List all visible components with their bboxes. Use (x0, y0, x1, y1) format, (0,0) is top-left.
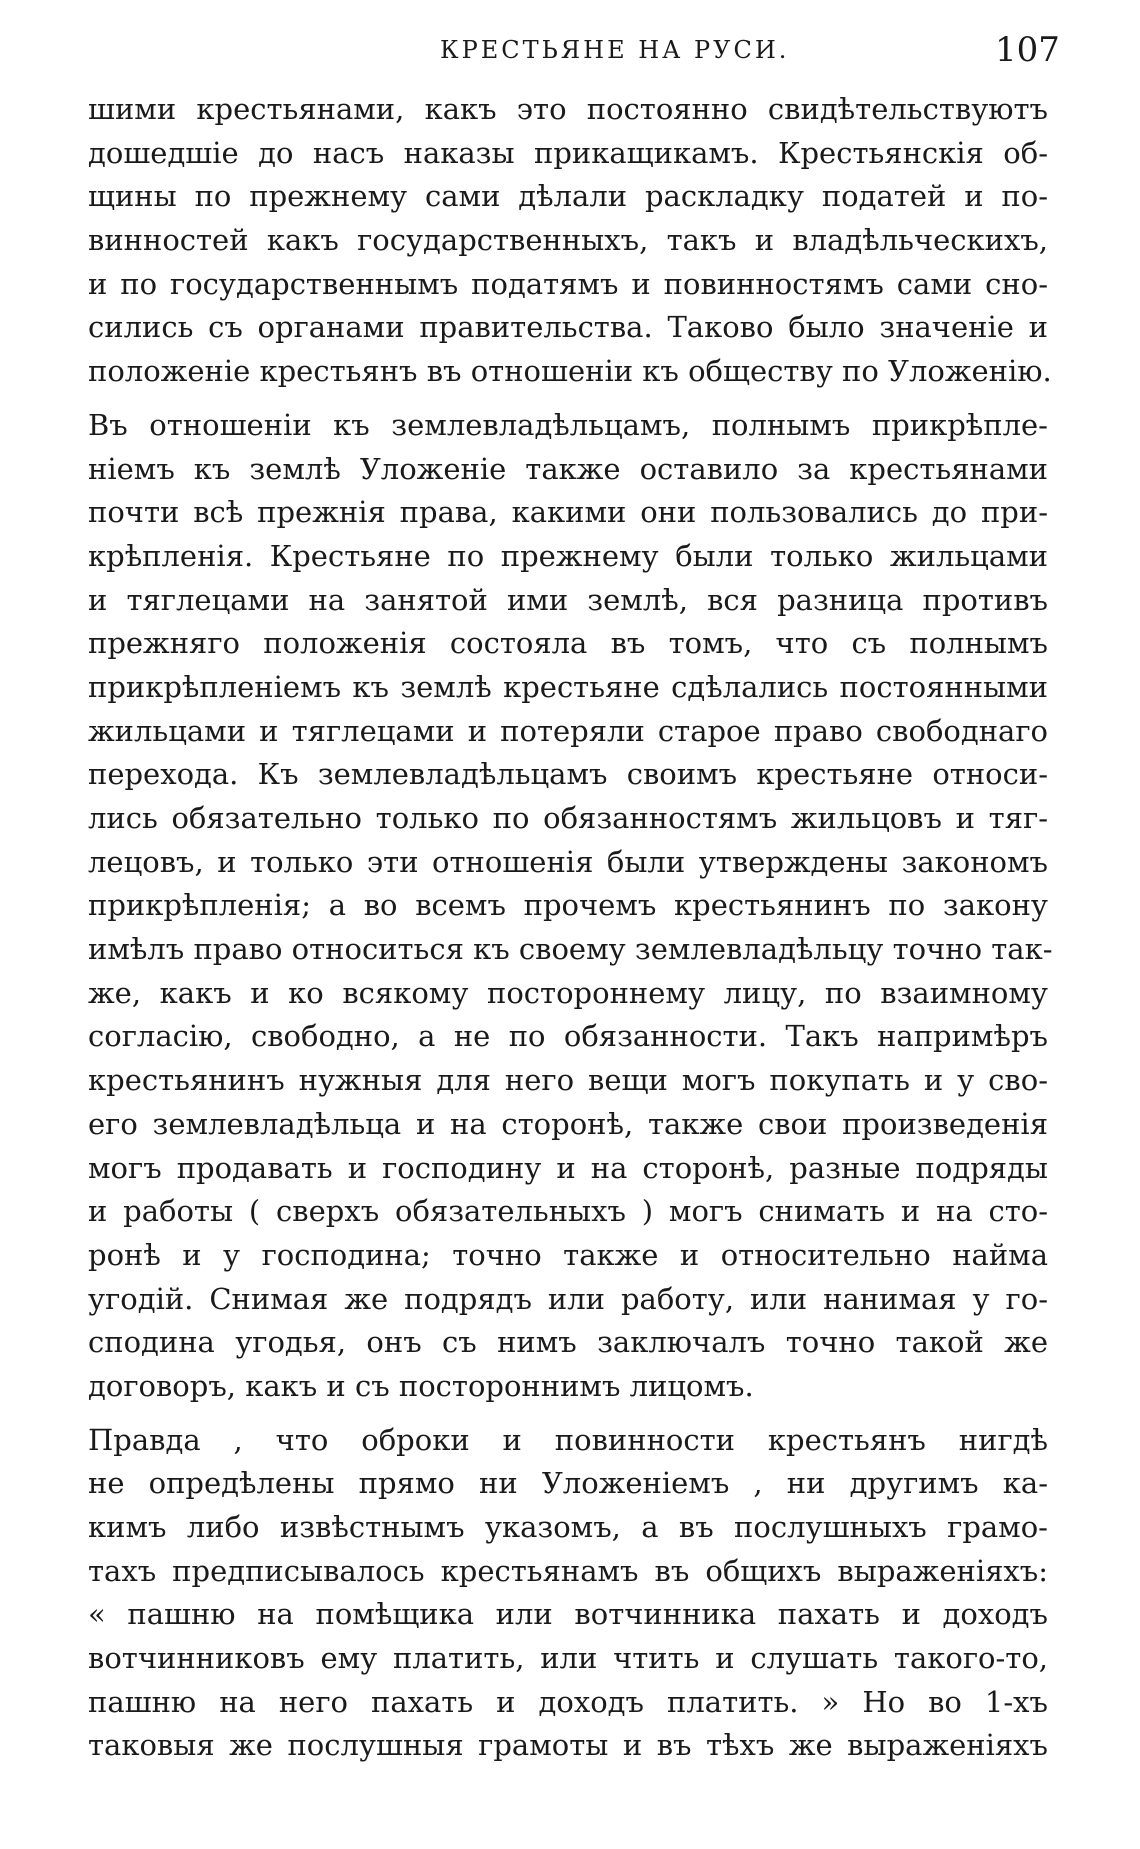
text-line: почти всѣ прежнія права, какими они пользовались до при- (88, 495, 1048, 530)
text-line: лись обязательно только по обязанностямъ жильцовъ и тяг- (88, 801, 1048, 835)
text-line: крестьянинъ нужныя для него вещи могъ покупать и у сво- (88, 1063, 1048, 1098)
text-line: не опредѣлены прямо ни Уложеніемъ , ни другимъ ка- (88, 1466, 1048, 1501)
text-line: винностей какъ государственныхъ, такъ и владѣльческихъ, (88, 223, 1048, 258)
text-line: сподина угодья, онъ съ нимъ заключалъ точно такой же (88, 1325, 1048, 1360)
body-text (88, 88, 1053, 1768)
text-line: крѣпленія. Крестьяне по прежнему были только жильцами (88, 538, 1048, 573)
text-line: же, какъ и ко всякому постороннему лицу, по взаимному (88, 975, 1048, 1010)
text-line: имѣлъ право относиться къ своему землевладѣльцу точно так- (88, 932, 1053, 967)
paragraph-gap (88, 394, 1048, 404)
text-line: пашню на него пахать и доходъ платить. » Но во 1-хъ (88, 1684, 1048, 1719)
text-line: дошедшіе до насъ наказы прикащикамъ. Крестьянскія об- (88, 135, 1048, 170)
text-line: таковыя же послушныя грамоты и въ тѣхъ же выраженіяхъ (88, 1728, 1048, 1763)
text-line: прикрѣпленія; а во всемъ прочемъ крестьянинъ по закону (88, 888, 1048, 923)
paragraph-1 (88, 88, 1052, 394)
page-number: 107 (995, 30, 1060, 70)
text-line: прежняго положенія состояла въ томъ, что съ полнымъ (88, 626, 1048, 661)
text-line: ронѣ и у господина; точно также и относительно найма (88, 1237, 1048, 1272)
text-line: положеніе крестьянъ въ отношеніи къ обществу по Уложенію. (88, 354, 1052, 389)
text-line: шими крестьянами, какъ это постоянно свидѣтельствуютъ (88, 92, 1048, 126)
text-line: угодій. Снимая же подрядъ или работу, или нанимая у го- (88, 1281, 1048, 1316)
text-line: лецовъ, и только эти отношенія были утверждены закономъ (88, 844, 1048, 879)
text-line: согласію, свободно, а не по обязанности. Такъ напримѣръ (88, 1019, 1048, 1054)
text-line: Въ отношеніи къ землевладѣльцамъ, полнымъ прикрѣпле- (88, 407, 1048, 442)
text-line: договоръ, какъ и съ постороннимъ лицомъ. (88, 1368, 754, 1403)
text-line: могъ продавать и господину и на сторонѣ, разные подряды (88, 1150, 1048, 1185)
text-line: « пашню на помѣщика или вотчинника пахать и доходъ (88, 1597, 1048, 1632)
text-line: его землевладѣльца и на сторонѣ, также свои произведенія (88, 1106, 1048, 1141)
text-line: прикрѣпленіемъ къ землѣ крестьяне сдѣлались постоянными (88, 669, 1048, 704)
text-line: перехода. Къ землевладѣльцамъ своимъ крестьяне относи- (88, 757, 1048, 792)
text-line: тахъ предписывалось крестьянамъ въ общихъ выраженіяхъ: (88, 1553, 1048, 1588)
text-line: щины по прежнему сами дѣлали раскладку податей и по- (88, 179, 1048, 214)
text-line: Правда , что оброки и повинности крестьянъ нигдѣ (88, 1422, 1048, 1457)
text-line: жильцами и тяглецами и потеряли старое право свободнаго (88, 713, 1048, 748)
running-title: КРЕСТЬЯНЕ НА РУСИ. (440, 36, 790, 64)
text-line: кимъ либо извѣстнымъ указомъ, а въ послушныхъ грамо- (88, 1510, 1048, 1544)
paragraph-2 (88, 404, 1053, 1409)
text-line: вотчинниковъ ему платить, или чтить и слушать такого-то, (88, 1641, 1048, 1676)
paragraph-gap (88, 1409, 1048, 1419)
text-line: и работы ( сверхъ обязательныхъ ) могъ снимать и на сто- (88, 1194, 1048, 1229)
paragraph-3 (88, 1419, 1048, 1769)
text-line: и тяглецами на занятой ими землѣ, вся разница противъ (88, 582, 1048, 617)
text-line: сились съ органами правительства. Таково было значеніе и (88, 310, 1048, 345)
text-line: и по государственнымъ податямъ и повинностямъ сами сно- (88, 266, 1048, 301)
text-line: ніемъ къ землѣ Уложеніе также оставило за крестьянами (88, 451, 1048, 486)
